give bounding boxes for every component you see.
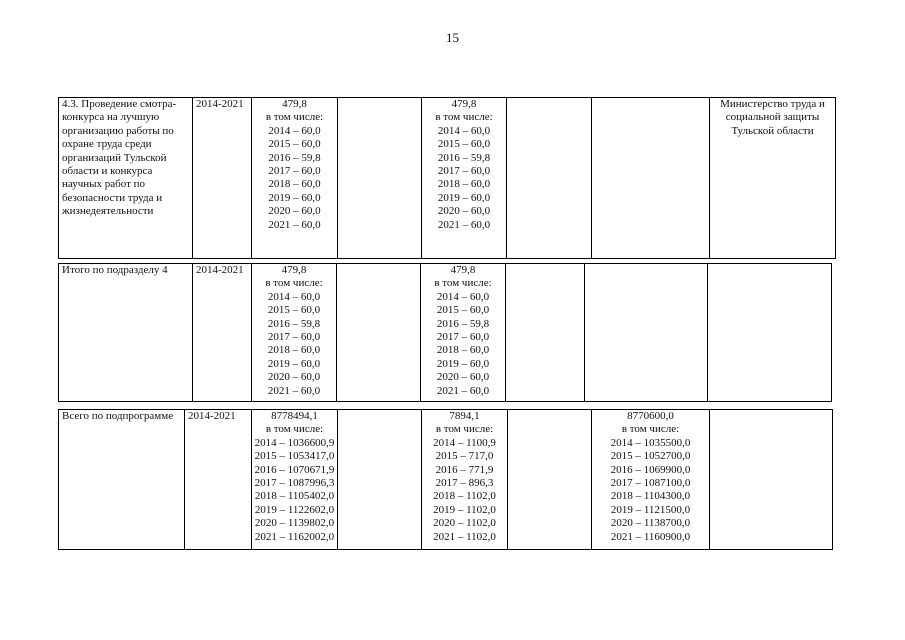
regional-year-value: 2018 – 1102,0 — [433, 490, 496, 503]
extra-year-value: 2015 – 1052700,0 — [610, 450, 691, 463]
regional-year-value: 2016 – 771,9 — [435, 463, 494, 476]
cell-responsible-org — [710, 98, 836, 259]
regional-year-value: 2019 – 60,0 — [436, 357, 490, 370]
cell-federal — [338, 410, 422, 550]
total-year-value: 2018 – 1105402,0 — [254, 490, 335, 503]
total-including-label: в том числе: — [265, 423, 324, 436]
cell-responsible-org — [710, 410, 833, 550]
regional-year-value: 2018 – 60,0 — [436, 344, 490, 357]
total-year-value: 2020 – 1139802,0 — [254, 517, 335, 530]
page-number: 15 — [446, 30, 459, 45]
cell-event-name — [59, 264, 193, 402]
regional-year-value: 2017 – 60,0 — [437, 165, 491, 178]
total-year-value: 2018 – 60,0 — [268, 178, 321, 191]
regional-sum: 7894,1 — [449, 410, 480, 422]
event-name-line: организацию работы по — [62, 124, 174, 137]
total-year-value: 2015 – 60,0 — [268, 138, 321, 151]
extra-year-value: 2021 – 1160900,0 — [610, 530, 691, 543]
total-year-value: 2019 – 1122602,0 — [254, 503, 335, 516]
total-year-value: 2017 – 60,0 — [267, 331, 321, 344]
table-row-subprogram-total — [58, 409, 833, 550]
regional-year-value: 2016 – 59,8 — [436, 317, 490, 330]
regional-year-value: 2019 – 1102,0 — [433, 503, 496, 516]
cell-municipal — [506, 264, 585, 402]
cell-responsible-org — [708, 264, 832, 402]
table-row-4-3 — [58, 97, 836, 259]
cell-total — [252, 410, 338, 550]
regional-including-label: в том числе: — [435, 111, 493, 124]
event-name-line: Итого по подразделу 4 — [62, 264, 168, 276]
regional-year-value: 2021 – 1102,0 — [433, 530, 496, 543]
cell-municipal — [508, 410, 592, 550]
total-including-label: в том числе: — [265, 277, 323, 290]
extra-year-value: 2019 – 1121500,0 — [610, 503, 691, 516]
total-year-value: 2017 – 60,0 — [268, 165, 321, 178]
cell-federal — [338, 98, 422, 259]
regional-year-value: 2014 – 1100,9 — [433, 436, 496, 449]
total-year-value: 2021 – 60,0 — [268, 218, 321, 231]
total-year-value: 2016 – 59,8 — [268, 151, 321, 164]
total-year-value: 2015 – 1053417,0 — [254, 450, 335, 463]
regional-year-value: 2021 – 60,0 — [436, 384, 490, 397]
regional-year-value: 2020 – 1102,0 — [433, 517, 496, 530]
total-including-label: в том числе: — [265, 111, 324, 124]
cell-total — [252, 264, 337, 402]
cell-municipal — [507, 98, 592, 259]
event-name-line: научных работ по — [62, 178, 146, 191]
regional-year-value: 2017 – 896,3 — [435, 477, 494, 490]
total-sum: 479,8 — [281, 264, 307, 276]
cell-federal — [337, 264, 421, 402]
cell-years: 2014-2021 — [185, 410, 252, 550]
extra-year-value: 2018 – 1104300,0 — [610, 490, 691, 503]
regional-sum: 479,8 — [451, 98, 477, 110]
total-year-value: 2019 – 60,0 — [267, 357, 321, 370]
regional-year-value: 2015 – 60,0 — [436, 304, 490, 317]
regional-year-value: 2020 – 60,0 — [437, 205, 491, 218]
total-sum: 8778494,1 — [271, 410, 318, 422]
cell-extrabudgetary — [592, 410, 710, 550]
event-name-line: безопасности труда и — [62, 191, 163, 204]
regional-year-value: 2020 – 60,0 — [436, 371, 490, 384]
total-year-value: 2021 – 60,0 — [267, 384, 321, 397]
cell-extrabudgetary — [585, 264, 708, 402]
total-year-value: 2020 – 60,0 — [267, 371, 321, 384]
extra-year-value: 2016 – 1069900,0 — [610, 463, 691, 476]
extra-year-value: 2014 – 1035500,0 — [610, 436, 691, 449]
total-year-value: 2015 – 60,0 — [267, 304, 321, 317]
regional-year-value: 2015 – 60,0 — [437, 138, 491, 151]
total-year-value: 2014 – 1036600,9 — [254, 436, 335, 449]
cell-years: 2014-2021 — [193, 98, 252, 259]
regional-year-value: 2015 – 717,0 — [435, 450, 494, 463]
cell-extrabudgetary — [592, 98, 710, 259]
cell-event-name — [59, 410, 185, 550]
total-year-value: 2020 – 60,0 — [268, 205, 321, 218]
cell-regional — [421, 264, 506, 402]
cell-regional — [422, 410, 508, 550]
total-year-value: 2017 – 1087996,3 — [254, 477, 335, 490]
total-sum: 479,8 — [282, 98, 307, 110]
regional-year-value: 2021 – 60,0 — [437, 218, 491, 231]
event-name-line: области и конкурса — [62, 165, 153, 178]
event-name-line: жизнедеятельности — [62, 205, 154, 218]
extra-year-value: 2017 – 1087100,0 — [610, 477, 691, 490]
table-row-subtotal-4 — [58, 263, 832, 402]
total-year-value: 2014 – 60,0 — [268, 124, 321, 137]
total-year-value: 2016 – 1070671,9 — [254, 463, 335, 476]
extra-including-label: в том числе: — [621, 423, 680, 436]
regional-including-label: в том числе: — [435, 423, 494, 436]
cell-regional — [422, 98, 507, 259]
cell-years: 2014-2021 — [193, 264, 252, 402]
event-name-line: Всего по подпрограмме — [62, 410, 174, 422]
event-name-line: организаций Тульской — [62, 151, 167, 164]
org-line: социальной защиты — [725, 111, 820, 124]
extra-year-value: 2020 – 1138700,0 — [610, 517, 691, 530]
regional-sum: 479,8 — [450, 264, 476, 276]
extra-sum: 8770600,0 — [627, 410, 674, 422]
event-name-line: охране труда среди — [62, 138, 152, 151]
regional-year-value: 2019 – 60,0 — [437, 191, 491, 204]
regional-year-value: 2016 – 59,8 — [437, 151, 491, 164]
org-line: Министерство труда и — [720, 98, 825, 110]
total-year-value: 2021 – 1162002,0 — [254, 530, 335, 543]
regional-year-value: 2017 – 60,0 — [436, 331, 490, 344]
regional-year-value: 2014 – 60,0 — [436, 290, 490, 303]
event-name-line: 4.3. Проведение смотра- — [62, 98, 177, 110]
total-year-value: 2014 – 60,0 — [267, 290, 321, 303]
regional-including-label: в том числе: — [434, 277, 492, 290]
event-name-line: конкурса на лучшую — [62, 111, 160, 124]
cell-event-name — [59, 98, 193, 259]
cell-total — [252, 98, 338, 259]
total-year-value: 2019 – 60,0 — [268, 191, 321, 204]
org-line: Тульской области — [731, 124, 814, 137]
regional-year-value: 2018 – 60,0 — [437, 178, 491, 191]
total-year-value: 2016 – 59,8 — [267, 317, 321, 330]
regional-year-value: 2014 – 60,0 — [437, 124, 491, 137]
total-year-value: 2018 – 60,0 — [267, 344, 321, 357]
